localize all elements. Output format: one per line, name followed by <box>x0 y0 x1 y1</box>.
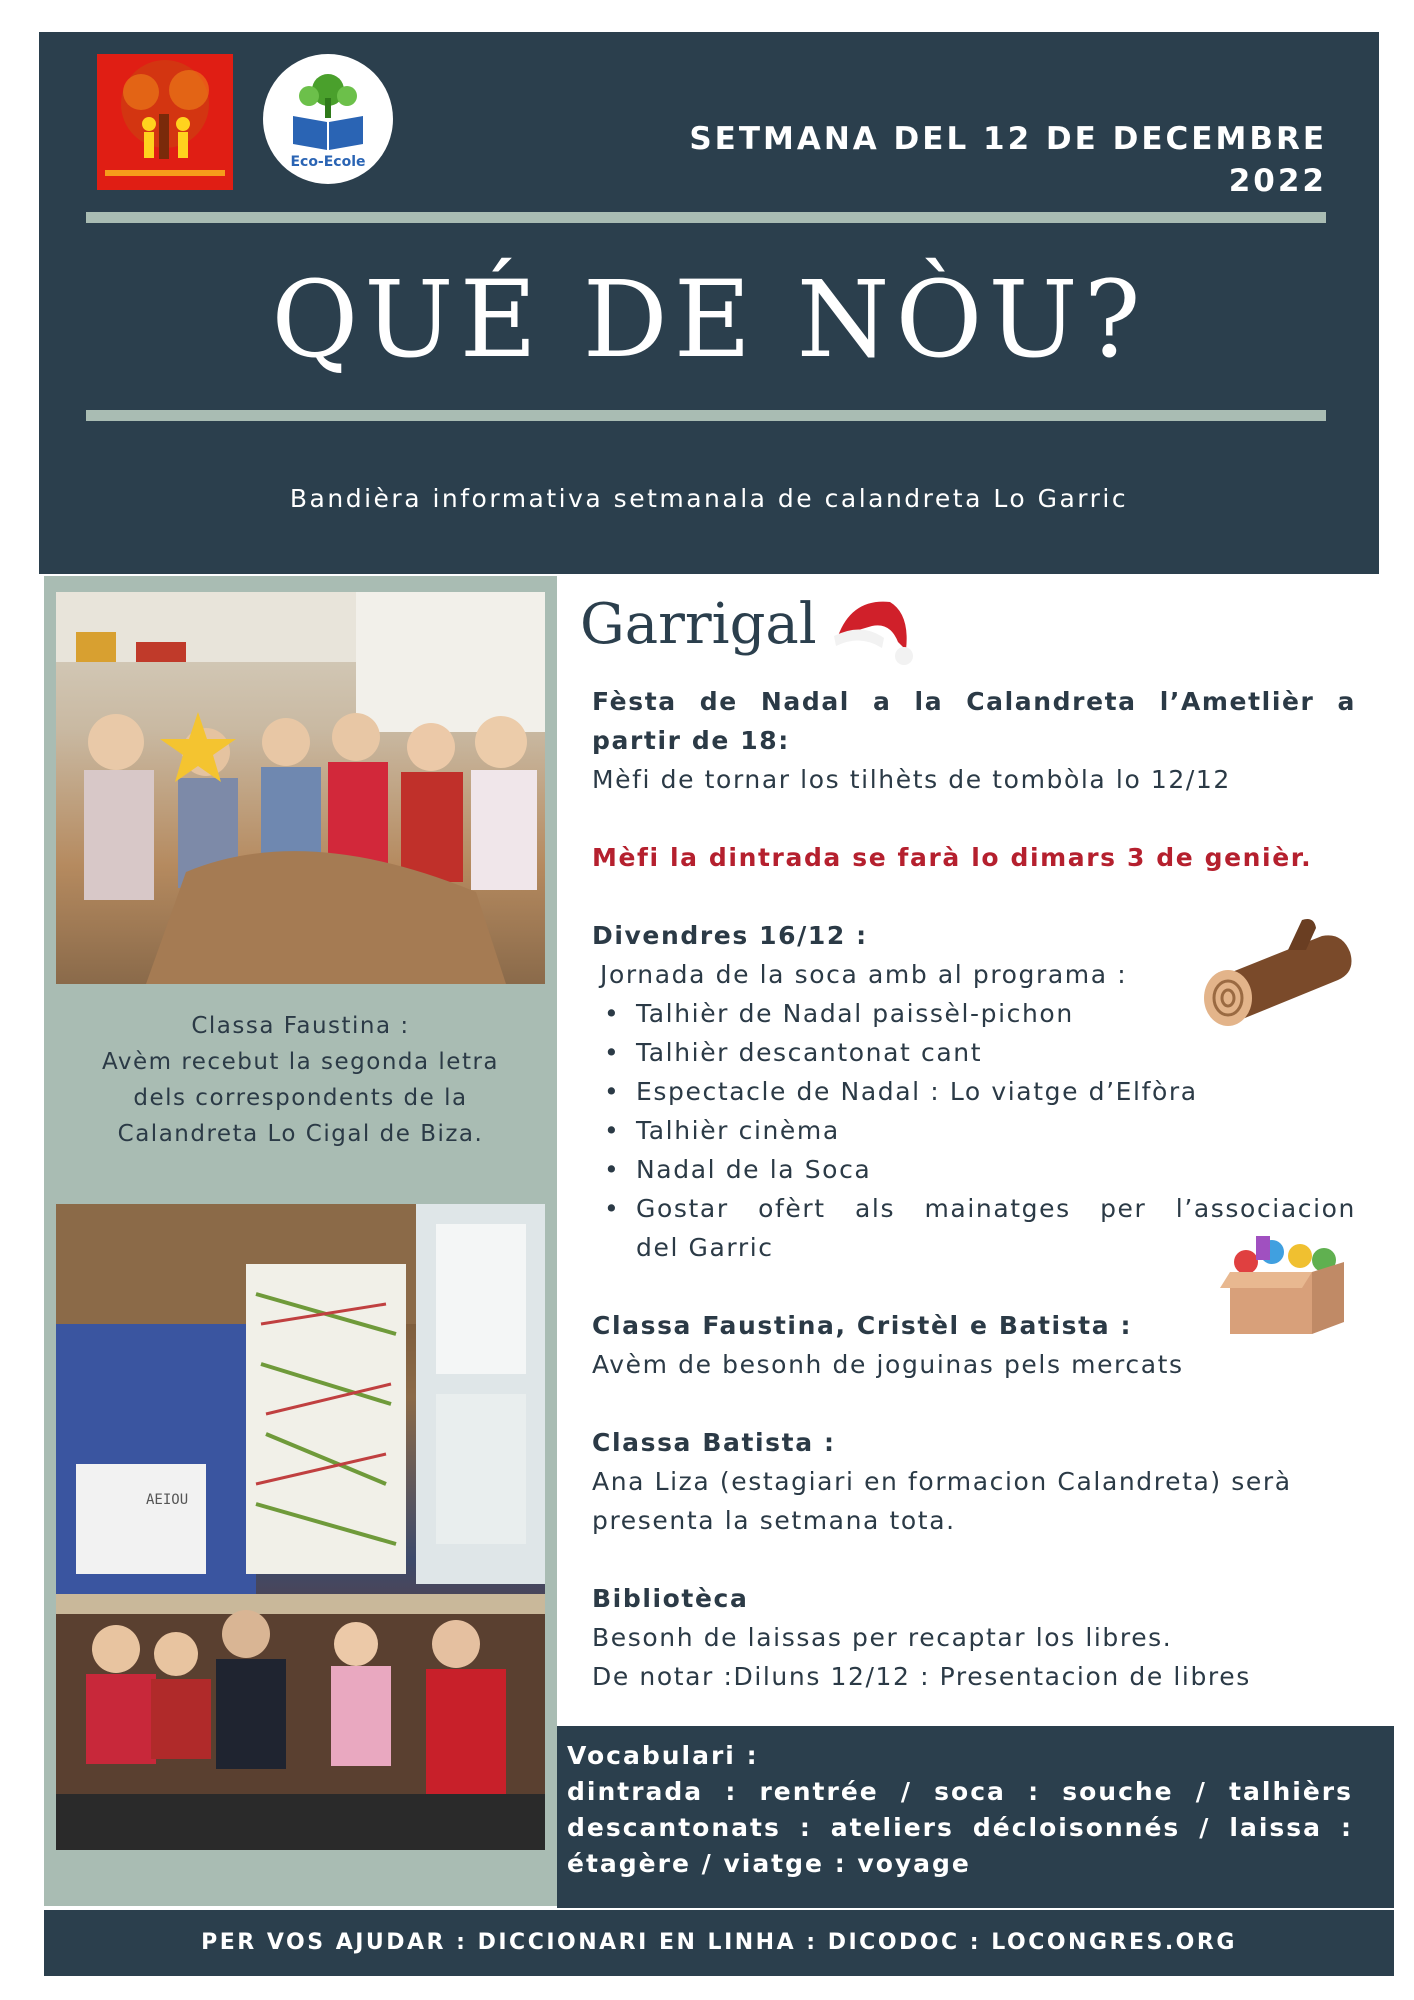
fete-heading-line2: partir de 18: <box>592 726 790 755</box>
calandreta-logo <box>97 54 233 190</box>
library-heading: Bibliotèca <box>592 1584 749 1613</box>
eco-ecole-logo <box>263 54 393 184</box>
issue-date-line2: 2022 <box>1228 163 1327 199</box>
class2-text-line1: Ana Liza (estagiari en formacion Calandreta) serà <box>592 1467 1292 1496</box>
news-content <box>592 682 1356 1696</box>
list-item: • Talhièr cinèma <box>636 1111 1356 1150</box>
library-text-line1: Besonh de laissas per recaptar los libres. <box>592 1623 1173 1652</box>
list-item-line: • Gostar ofèrt als mainatges per l’associacion <box>636 1194 1356 1223</box>
class2-heading: Classa Batista : <box>592 1428 836 1457</box>
footer-banner: PER VOS AJUDAR : DICCIONARI EN LINHA : DICODOC : LOCONGRES.ORG <box>44 1910 1394 1976</box>
svg-text:Eco-Ecole: Eco-Ecole <box>290 154 366 170</box>
fete-heading-line1: Fèsta de Nadal a la Calandreta l’Ametlièr a <box>592 687 1356 716</box>
section-title: Garrigal <box>580 592 817 657</box>
board-letters: AEIOU <box>146 1492 189 1508</box>
sidebar <box>44 576 557 1906</box>
fete-text: Mèfi de tornar los tilhèts de tombòla lo 12/12 <box>592 765 1231 794</box>
list-item: • Nadal de la Soca <box>636 1150 1356 1189</box>
friday-heading: Divendres 16/12 : <box>592 921 868 950</box>
page-title: QUÉ DE NÒU? <box>271 258 1147 381</box>
class1-heading: Classa Faustina, Cristèl e Batista : <box>592 1311 1133 1340</box>
header-rule-top <box>86 212 1326 223</box>
photo-caption <box>44 1008 557 1152</box>
santa-hat-icon <box>832 592 916 676</box>
caption-line: Avèm recebut la segonda letra <box>101 1049 500 1075</box>
header-rule-bottom <box>86 410 1326 421</box>
vocabulary-line: dintrada : rentrée / soca : souche / talhièrs <box>567 1777 1353 1806</box>
list-item: • Talhièr de Nadal paissèl-pichon <box>636 994 1356 1033</box>
list-item-line: del Garric <box>636 1233 774 1262</box>
log-icon <box>1192 916 1360 1032</box>
vocabulary-title: Vocabulari : <box>567 1741 759 1770</box>
page-subtitle: Bandièra informativa setmanala de calandreta Lo Garric <box>289 484 1129 513</box>
issue-date-line1: SETMANA DEL 12 DE DECEMBRE <box>689 121 1327 157</box>
friday-intro: Jornada de la soca amb al programa : <box>600 960 1128 989</box>
class-photo-children <box>56 592 545 984</box>
caption-line: Classa Faustina : <box>191 1013 410 1039</box>
vocabulary-box <box>557 1726 1394 1908</box>
class-photo-letter <box>56 1204 545 1850</box>
library-text-line2: De notar :Diluns 12/12 : Presentacion de libres <box>592 1662 1251 1691</box>
vocabulary-line: étagère / viatge : voyage <box>567 1849 971 1878</box>
class1-text: Avèm de besonh de joguinas pels mercats <box>592 1350 1184 1379</box>
issue-date <box>687 118 1327 202</box>
list-item: • Espectacle de Nadal : Lo viatge d’Elfòra <box>636 1072 1356 1111</box>
vocabulary-line: descantonats : ateliers décloisonnés / laissa : <box>567 1813 1353 1842</box>
class2-text-line2: presenta la setmana tota. <box>592 1506 956 1535</box>
toy-box-icon <box>1216 1226 1352 1342</box>
warning-text: Mèfi la dintrada se farà lo dimars 3 de genièr. <box>592 843 1313 872</box>
caption-line: Calandreta Lo Cigal de Biza. <box>117 1121 484 1147</box>
header-banner <box>39 32 1379 574</box>
caption-line: dels correspondents de la <box>133 1085 468 1111</box>
list-item: • Talhièr descantonat cant <box>636 1033 1356 1072</box>
